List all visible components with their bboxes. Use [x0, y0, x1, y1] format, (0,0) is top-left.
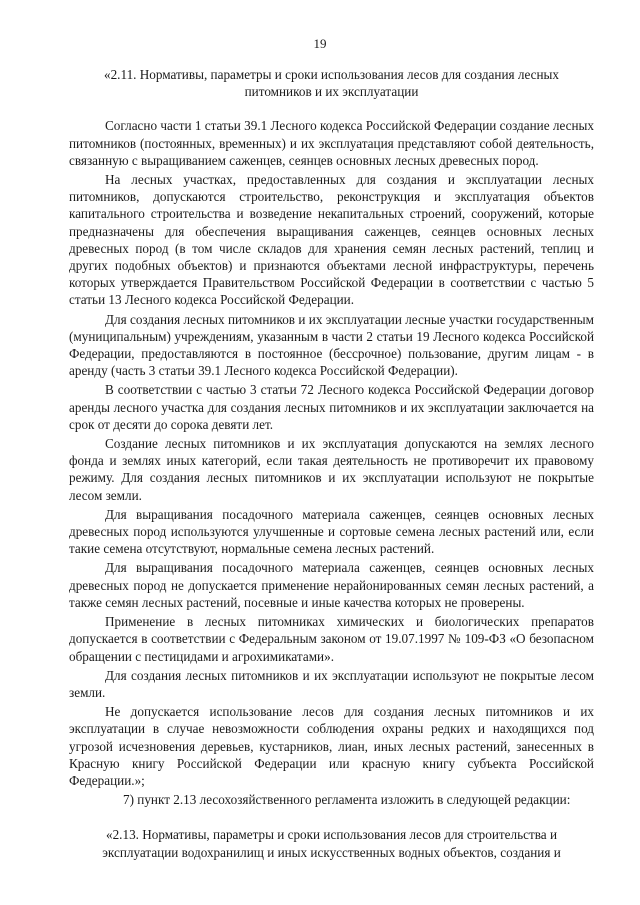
section-heading-2-11: «2.11. Нормативы, параметры и сроки использования лесов для создания лесных питомников и их эксплуатации [103, 67, 559, 100]
paragraph-6: Для выращивания посадочного материала саженцев, сеянцев основных лесных древесных пород используются улучшенные и сортовые семена лесных растений или, если такие семена отсутствуют, нормальные семена лесных растений. [69, 506, 594, 557]
paragraph-4: В соответствии с частью 3 статьи 72 Лесного кодекса Российской Федерации договор аренды лесного участка для создания лесных питомников и их эксплуатации заключается на срок от десяти до сорока девяти лет. [69, 382, 594, 432]
page-number: 19 [313, 36, 327, 51]
paragraph-8: Применение в лесных питомниках химических и биологических препаратов допускается в соответствии с Федеральным законом от 19.07.1997 № 109-ФЗ «О безопасном обращении с пестицидами и агрохимикатами». [69, 614, 594, 664]
paragraph-1: Согласно части 1 статьи 39.1 Лесного кодекса Российской Федерации создание лесных питомников (постоянных, временных) и их эксплуатация представляют собой деятельность, связанную с выращиванием саженцев, сеянцев основных лесных древесных пород. [69, 118, 595, 168]
document-body [69, 66, 594, 861]
amendment-item-7: 7) пункт 2.13 лесохозяйственного регламента изложить в следующей редакции: [123, 792, 571, 808]
paragraph-7: Для выращивания посадочного материала саженцев, сеянцев основных лесных древесных пород не допускается применение нерайонированных семян лесных растений, а также семян лесных растений, посевные и иные качества которых не проверены. [69, 560, 594, 610]
section-heading-2-13: «2.13. Нормативы, параметры и сроки использования лесов для строительства и эксплуатации водохранилищ и иных искусственных водных объектов, создания и [102, 827, 561, 860]
paragraph-10: Не допускается использование лесов для создания лесных питомников и их эксплуатации в случае невозможности соблюдения охраны редких и находящихся под угрозой исчезновения деревьев, кустарников, лиан, иных лесных растений, занесенных в Красную книгу Российской Федерации или красную книгу субъекта Российской Федерации.»; [69, 704, 594, 788]
paragraph-3: Для создания лесных питомников и их эксплуатации лесные участки государственным (муниципальным) учреждениям, указанным в части 2 статьи 19 Лесного кодекса Российской Федерации, предоставляются в постоянное (бессрочное) пользование, другим лицам - в аренду (часть 3 статьи 39.1 Лесного кодекса Российской Федерации). [69, 311, 594, 379]
paragraph-5: Создание лесных питомников и их эксплуатация допускаются на землях лесного фонда и землях иных категорий, если такая деятельность не противоречит их правовому режиму. Для создания лесных питомников и их эксплуатации используют не покрытые лесом земли. [69, 436, 594, 503]
paragraph-9: Для создания лесных питомников и их эксплуатации используют не покрытые лесом земли. [69, 667, 594, 700]
paragraph-2: На лесных участках, предоставленных для создания и эксплуатации лесных питомников, допускаются строительство, реконструкция и эксплуатация объектов капитального строительства и возведение некапитальных строений, сооружений, которые предназначены для обеспечения выращивания саженцев, сеянцев основных лесных древесных пород (в том числе складов для хранения семян лесных растений, теплиц и других подобных объектов) и признаются объектами лесной инфраструктуры, перечень которых утверждается Правительством Российской Федерации в соответствии с частью 5 статьи 13 Лесного кодекса Российской Федерации. [69, 172, 594, 308]
